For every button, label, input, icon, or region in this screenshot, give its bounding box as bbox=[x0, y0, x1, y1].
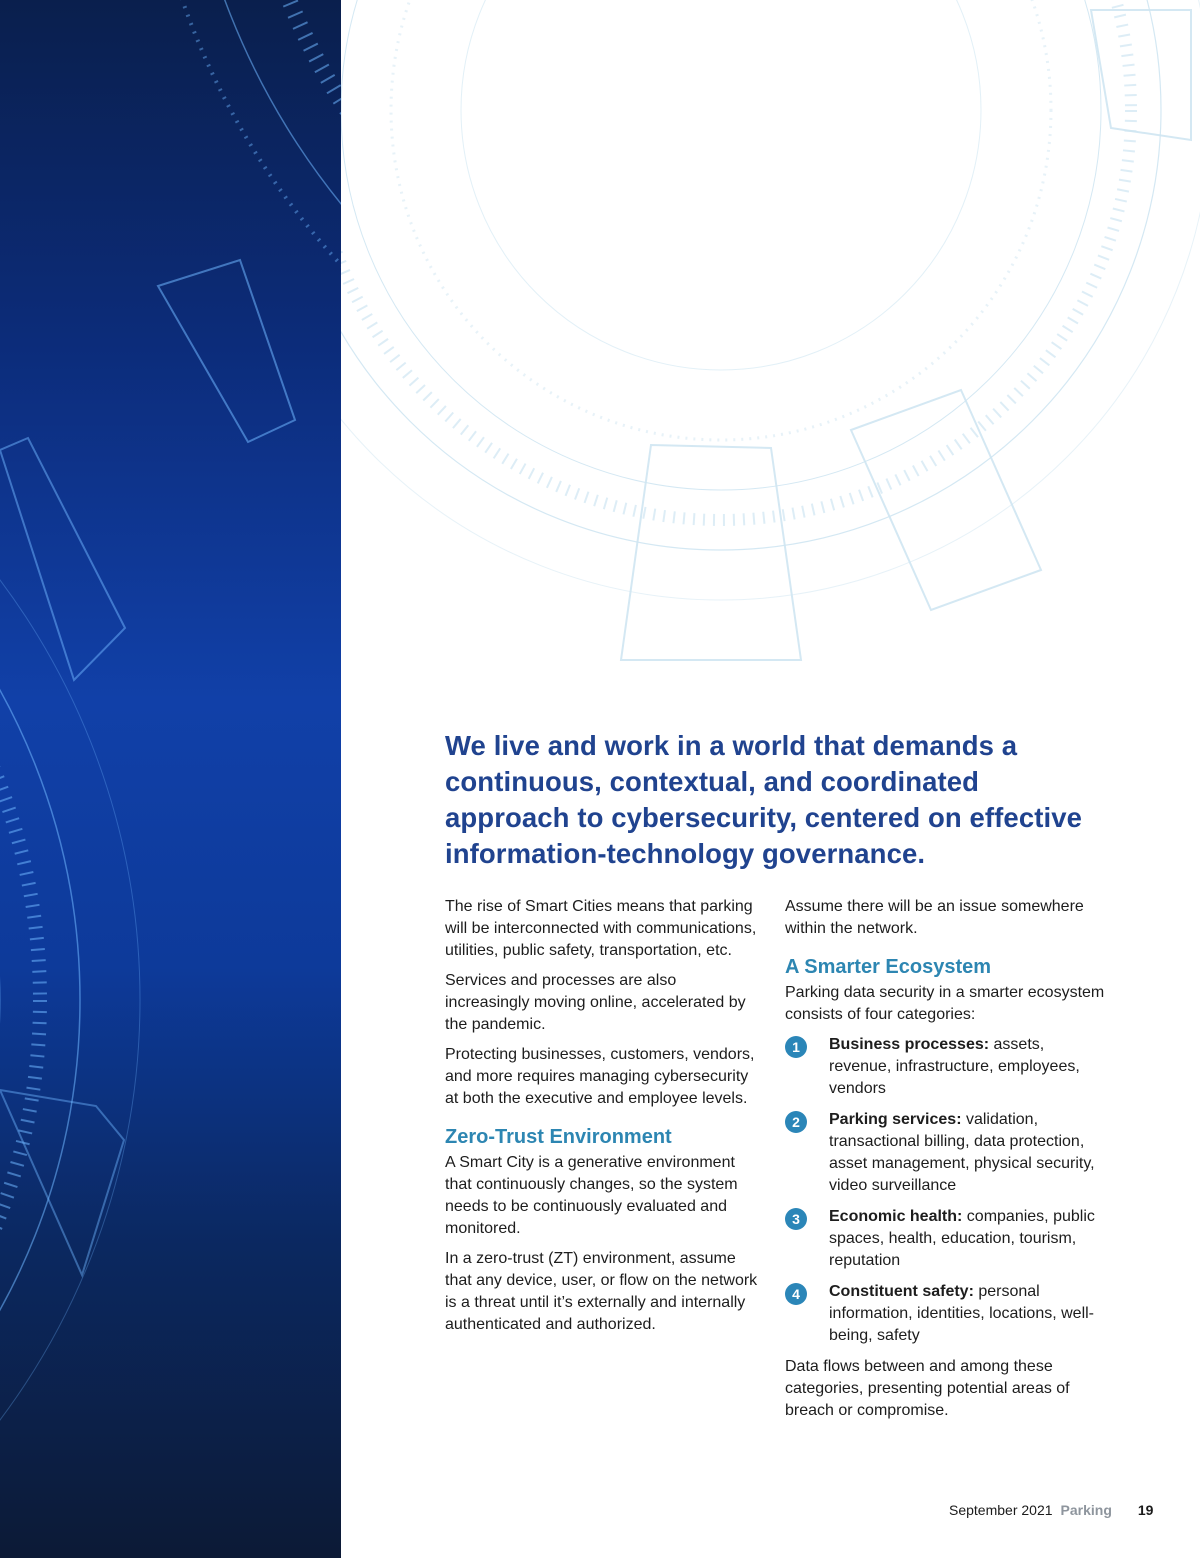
subheading-zero-trust: Zero-Trust Environment bbox=[445, 1126, 672, 1148]
paragraph: A Smart City is a generative environment that continuously changes, so the system needs to be continuously evaluated and monitored. bbox=[445, 1154, 738, 1237]
right-text-column bbox=[785, 896, 1105, 1430]
category-item bbox=[785, 1109, 1105, 1197]
category-title: Parking services: bbox=[829, 1111, 962, 1128]
category-text: validation, transactional billing, data protection, asset management, physical security, video surveillance bbox=[829, 1111, 1095, 1194]
number-badge-icon: 4 bbox=[785, 1283, 807, 1305]
category-text: assets, revenue, infrastructure, employees, vendors bbox=[829, 1036, 1080, 1097]
paragraph: Services and processes are also increasingly moving online, accelerated by the pandemic. bbox=[445, 972, 746, 1033]
paragraph: In a zero-trust (ZT) environment, assume that any device, user, or flow on the network is a threat until it’s externally and internally authenticated and authorized. bbox=[445, 1250, 758, 1333]
category-item bbox=[785, 1281, 1105, 1347]
paragraph: The rise of Smart Cities means that parking will be interconnected with communications, utilities, public safety, transportation, etc. bbox=[445, 898, 757, 959]
category-title: Business processes: bbox=[829, 1036, 990, 1053]
light-rings-background bbox=[341, 0, 1200, 700]
page-headline: We live and work in a world that demands a continuous, contextual, and coordinated approach to cybersecurity, centered on effective information-technology governance. bbox=[445, 730, 1083, 869]
paragraph: Parking data security in a smarter ecosystem consists of four categories: bbox=[785, 984, 1105, 1023]
category-title: Economic health: bbox=[829, 1208, 963, 1225]
category-text: companies, public spaces, health, education, tourism, reputation bbox=[829, 1208, 1095, 1269]
paragraph: Protecting businesses, customers, vendors, and more requires managing cybersecurity at both the executive and employee levels. bbox=[445, 1046, 755, 1107]
paragraph: Assume there will be an issue somewhere within the network. bbox=[785, 898, 1084, 937]
category-text: personal information, identities, locations, well-being, safety bbox=[829, 1283, 1095, 1344]
page-number: 19 bbox=[1137, 1502, 1154, 1518]
light-tech-rings bbox=[341, 0, 1200, 700]
category-item bbox=[785, 1034, 1105, 1100]
number-badge-icon: 3 bbox=[785, 1208, 807, 1230]
category-title: Constituent safety: bbox=[829, 1283, 974, 1300]
category-item bbox=[785, 1206, 1105, 1272]
subheading-smarter-ecosystem: A Smarter Ecosystem bbox=[785, 956, 992, 978]
number-badge-icon: 2 bbox=[785, 1111, 807, 1133]
magazine-name: Parking bbox=[1060, 1502, 1112, 1518]
page-footer bbox=[949, 1502, 1153, 1518]
decorative-blue-panel bbox=[0, 0, 341, 1558]
number-badge-icon: 1 bbox=[785, 1036, 807, 1058]
tech-rings-graphic bbox=[0, 0, 341, 1558]
paragraph: Data flows between and among these categories, presenting potential areas of breach or compromise. bbox=[785, 1358, 1070, 1419]
left-text-column bbox=[445, 896, 763, 1344]
issue-date: September 2021 bbox=[949, 1502, 1053, 1518]
